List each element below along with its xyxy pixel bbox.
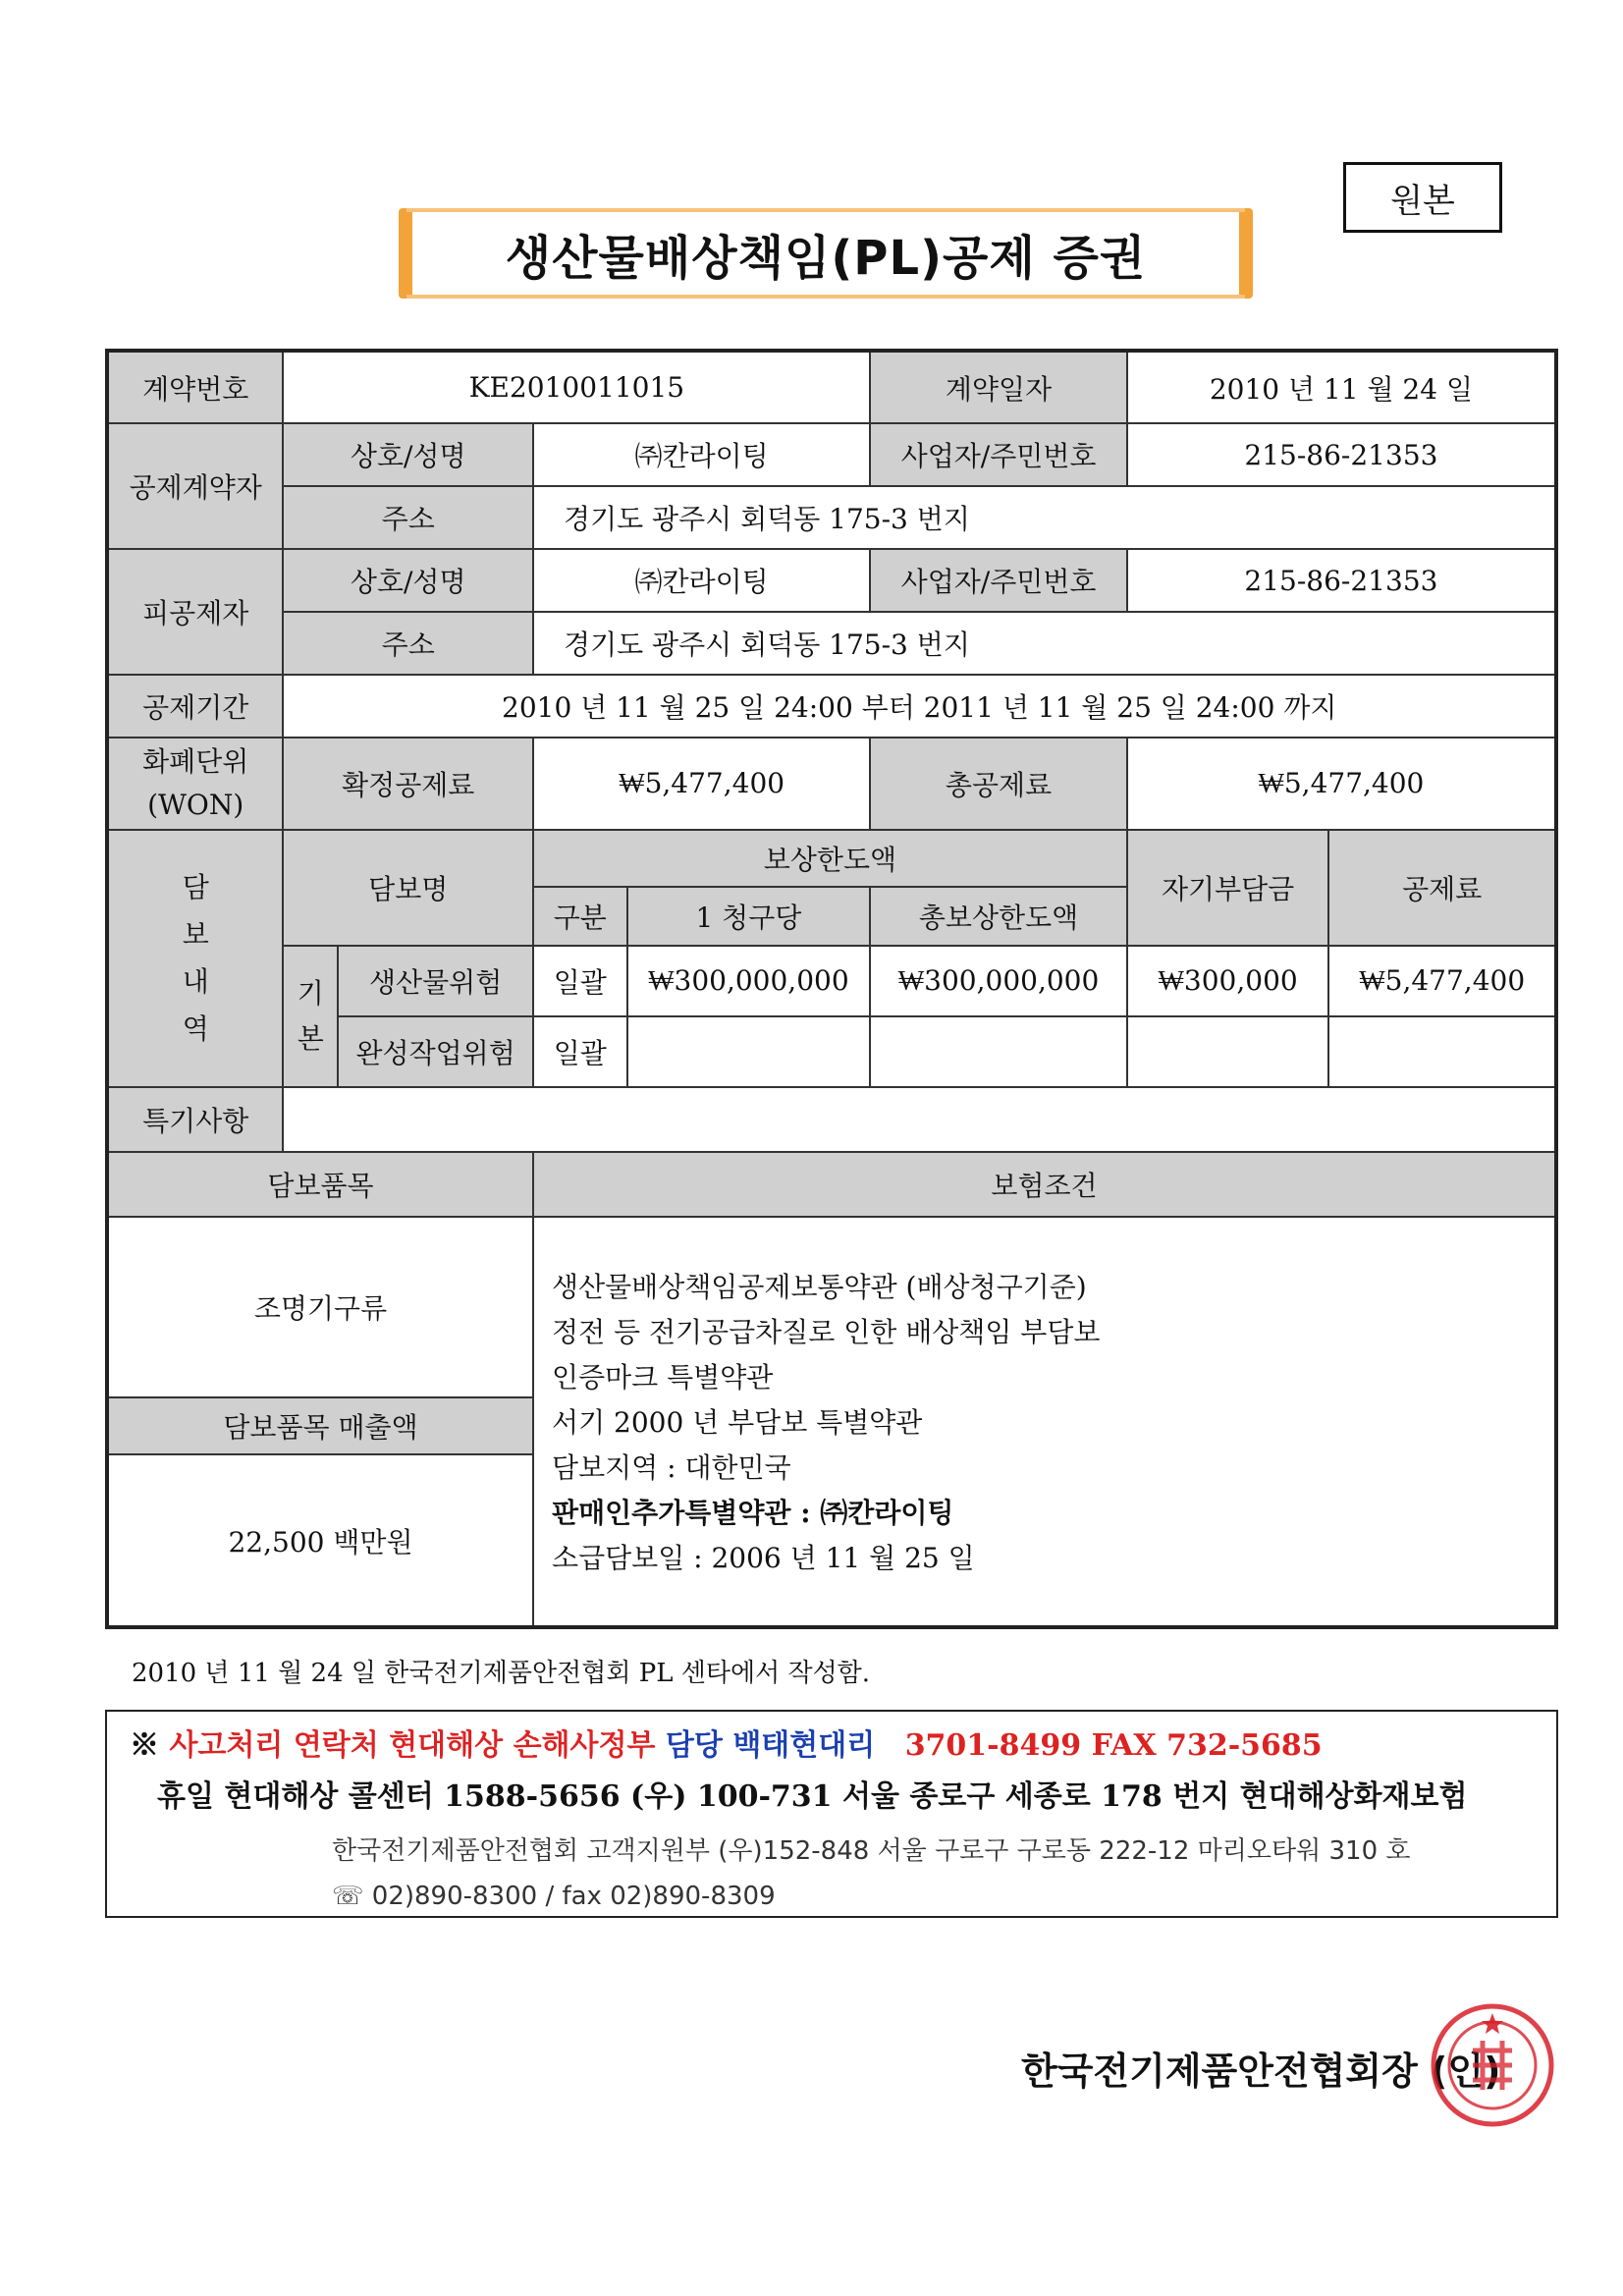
certificate-table: [105, 349, 1558, 1629]
div-header: 구분: [533, 887, 627, 946]
fixed-premium-label: 확정공제료: [283, 738, 533, 830]
condition-line: 판매인추가특별약관 : ㈜칸라이팅: [552, 1497, 954, 1529]
coverage-section-label: [107, 830, 283, 1087]
contact-line-2: 휴일 현대해상 콜센터 1588-5656 (우) 100-731 서울 종로구 세종로 178 번지 현대해상화재보험: [157, 1779, 1468, 1814]
currency-label: [107, 738, 283, 830]
accident-contact: 사고처리 연락처 현대해상 손해사정부: [169, 1728, 656, 1763]
contractor-biz-label: 사업자/주민번호: [870, 423, 1127, 486]
contact-line-1: [130, 1721, 1323, 1764]
items-header: 담보품목: [107, 1152, 533, 1217]
sales-value: 22,500 백만원: [107, 1454, 533, 1627]
coverage-char-1: 담: [182, 871, 209, 903]
contract-date-label: 계약일자: [870, 351, 1127, 423]
deductible-header: 자기부담금: [1127, 830, 1329, 946]
coverage-row-name: 생산물위험: [338, 946, 533, 1016]
insured-addr: 경기도 광주시 회덕동 175-3 번지: [533, 612, 1556, 675]
coverage-row-per-claim: [627, 1016, 871, 1087]
currency-label-2: (WON): [147, 789, 244, 821]
basic-char-1: 기: [297, 977, 324, 1010]
condition-line: 담보지역 : 대한민국: [552, 1451, 791, 1484]
contact-line-3: 한국전기제품안전협회 고객지원부 (우)152-848 서울 구로구 구로동 222-12 마리오타워 310 호: [332, 1836, 1411, 1866]
sales-header: 담보품목 매출액: [107, 1397, 533, 1454]
condition-line: 정전 등 전기공급차질로 인한 배상책임 부담보: [552, 1316, 1101, 1348]
coverage-row-total-limit: ₩300,000,000: [870, 946, 1127, 1016]
title-frame: [399, 208, 1253, 299]
conditions-list: [533, 1217, 1556, 1627]
currency-label-1: 화폐단위: [142, 745, 249, 778]
coverage-char-3: 내: [182, 965, 209, 998]
insured-biz-label: 사업자/주민번호: [870, 549, 1127, 612]
insured-addr-label: 주소: [283, 612, 533, 675]
contractor-label: 공제계약자: [107, 423, 283, 549]
basic-char-2: 본: [297, 1022, 324, 1055]
premium-header: 공제료: [1328, 830, 1556, 946]
special-value: [283, 1087, 1556, 1152]
coverage-row-deductible: ₩300,000: [1127, 946, 1329, 1016]
total-premium-label: 총공제료: [870, 738, 1127, 830]
contractor-name: ㈜칸라이팅: [533, 423, 870, 486]
condition-line: 서기 2000 년 부담보 특별약관: [552, 1406, 923, 1439]
contact-line-4: ☏ 02)890-8300 / fax 02)890-8309: [332, 1882, 776, 1911]
condition-line: 인증마크 특별약관: [552, 1361, 774, 1394]
limit-header: 보상한도액: [533, 830, 1127, 887]
coverage-row-total-limit: [870, 1016, 1127, 1087]
coverage-row-div: 일괄: [533, 1016, 627, 1087]
coverage-name-header: 담보명: [283, 830, 533, 946]
fixed-premium: ₩5,477,400: [533, 738, 870, 830]
official-seal-icon: [1429, 2001, 1556, 2129]
total-premium: ₩5,477,400: [1127, 738, 1556, 830]
basic-label: [283, 946, 338, 1087]
condition-line: 소급담보일 : 2006 년 11 월 25 일: [552, 1542, 975, 1574]
contact-phone: 3701-8499 FAX 732-5685: [904, 1728, 1323, 1763]
contractor-name-label: 상호/성명: [283, 423, 533, 486]
conditions-header: 보험조건: [533, 1152, 1556, 1217]
coverage-char-2: 보: [182, 918, 209, 951]
condition-line: 생산물배상책임공제보통약관 (배상청구기준): [552, 1271, 1087, 1303]
contractor-addr-label: 주소: [283, 486, 533, 549]
notice-mark: ※: [130, 1728, 159, 1763]
insured-name: ㈜칸라이팅: [533, 549, 870, 612]
contractor-addr: 경기도 광주시 회덕동 175-3 번지: [533, 486, 1556, 549]
insured-biz: 215-86-21353: [1127, 549, 1556, 612]
per-claim-header: 1 청구당: [627, 887, 871, 946]
items-value: 조명기구류: [107, 1217, 533, 1397]
insured-name-label: 상호/성명: [283, 549, 533, 612]
insured-label: 피공제자: [107, 549, 283, 675]
coverage-row-per-claim: ₩300,000,000: [627, 946, 871, 1016]
special-label: 특기사항: [107, 1087, 283, 1152]
issuer-name: 한국전기제품안전협회장 (인): [1021, 2050, 1501, 2093]
contract-no-label: 계약번호: [107, 351, 283, 423]
coverage-row-deductible: [1127, 1016, 1329, 1087]
contractor-biz: 215-86-21353: [1127, 423, 1556, 486]
original-stamp-box: [1343, 162, 1502, 233]
coverage-row-premium: [1328, 1016, 1556, 1087]
total-limit-header: 총보상한도액: [870, 887, 1127, 946]
original-label: 원본: [1390, 181, 1455, 221]
coverage-char-4: 역: [182, 1012, 209, 1045]
coverage-row-name: 완성작업위험: [338, 1016, 533, 1087]
coverage-row-premium: ₩5,477,400: [1328, 946, 1556, 1016]
document-title: 생산물배상책임(PL)공제 증권: [505, 230, 1147, 286]
contract-date: 2010 년 11 월 24 일: [1127, 351, 1556, 423]
period-value: 2010 년 11 월 25 일 24:00 부터 2011 년 11 월 25 일 24:00 까지: [283, 675, 1556, 738]
contract-no: KE2010011015: [283, 351, 870, 423]
period-label: 공제기간: [107, 675, 283, 738]
footer-note: 2010 년 11 월 24 일 한국전기제품안전협회 PL 센타에서 작성함.: [132, 1659, 871, 1688]
coverage-row-div: 일괄: [533, 946, 627, 1016]
agent-name: 담당 백태현대리: [665, 1728, 876, 1763]
